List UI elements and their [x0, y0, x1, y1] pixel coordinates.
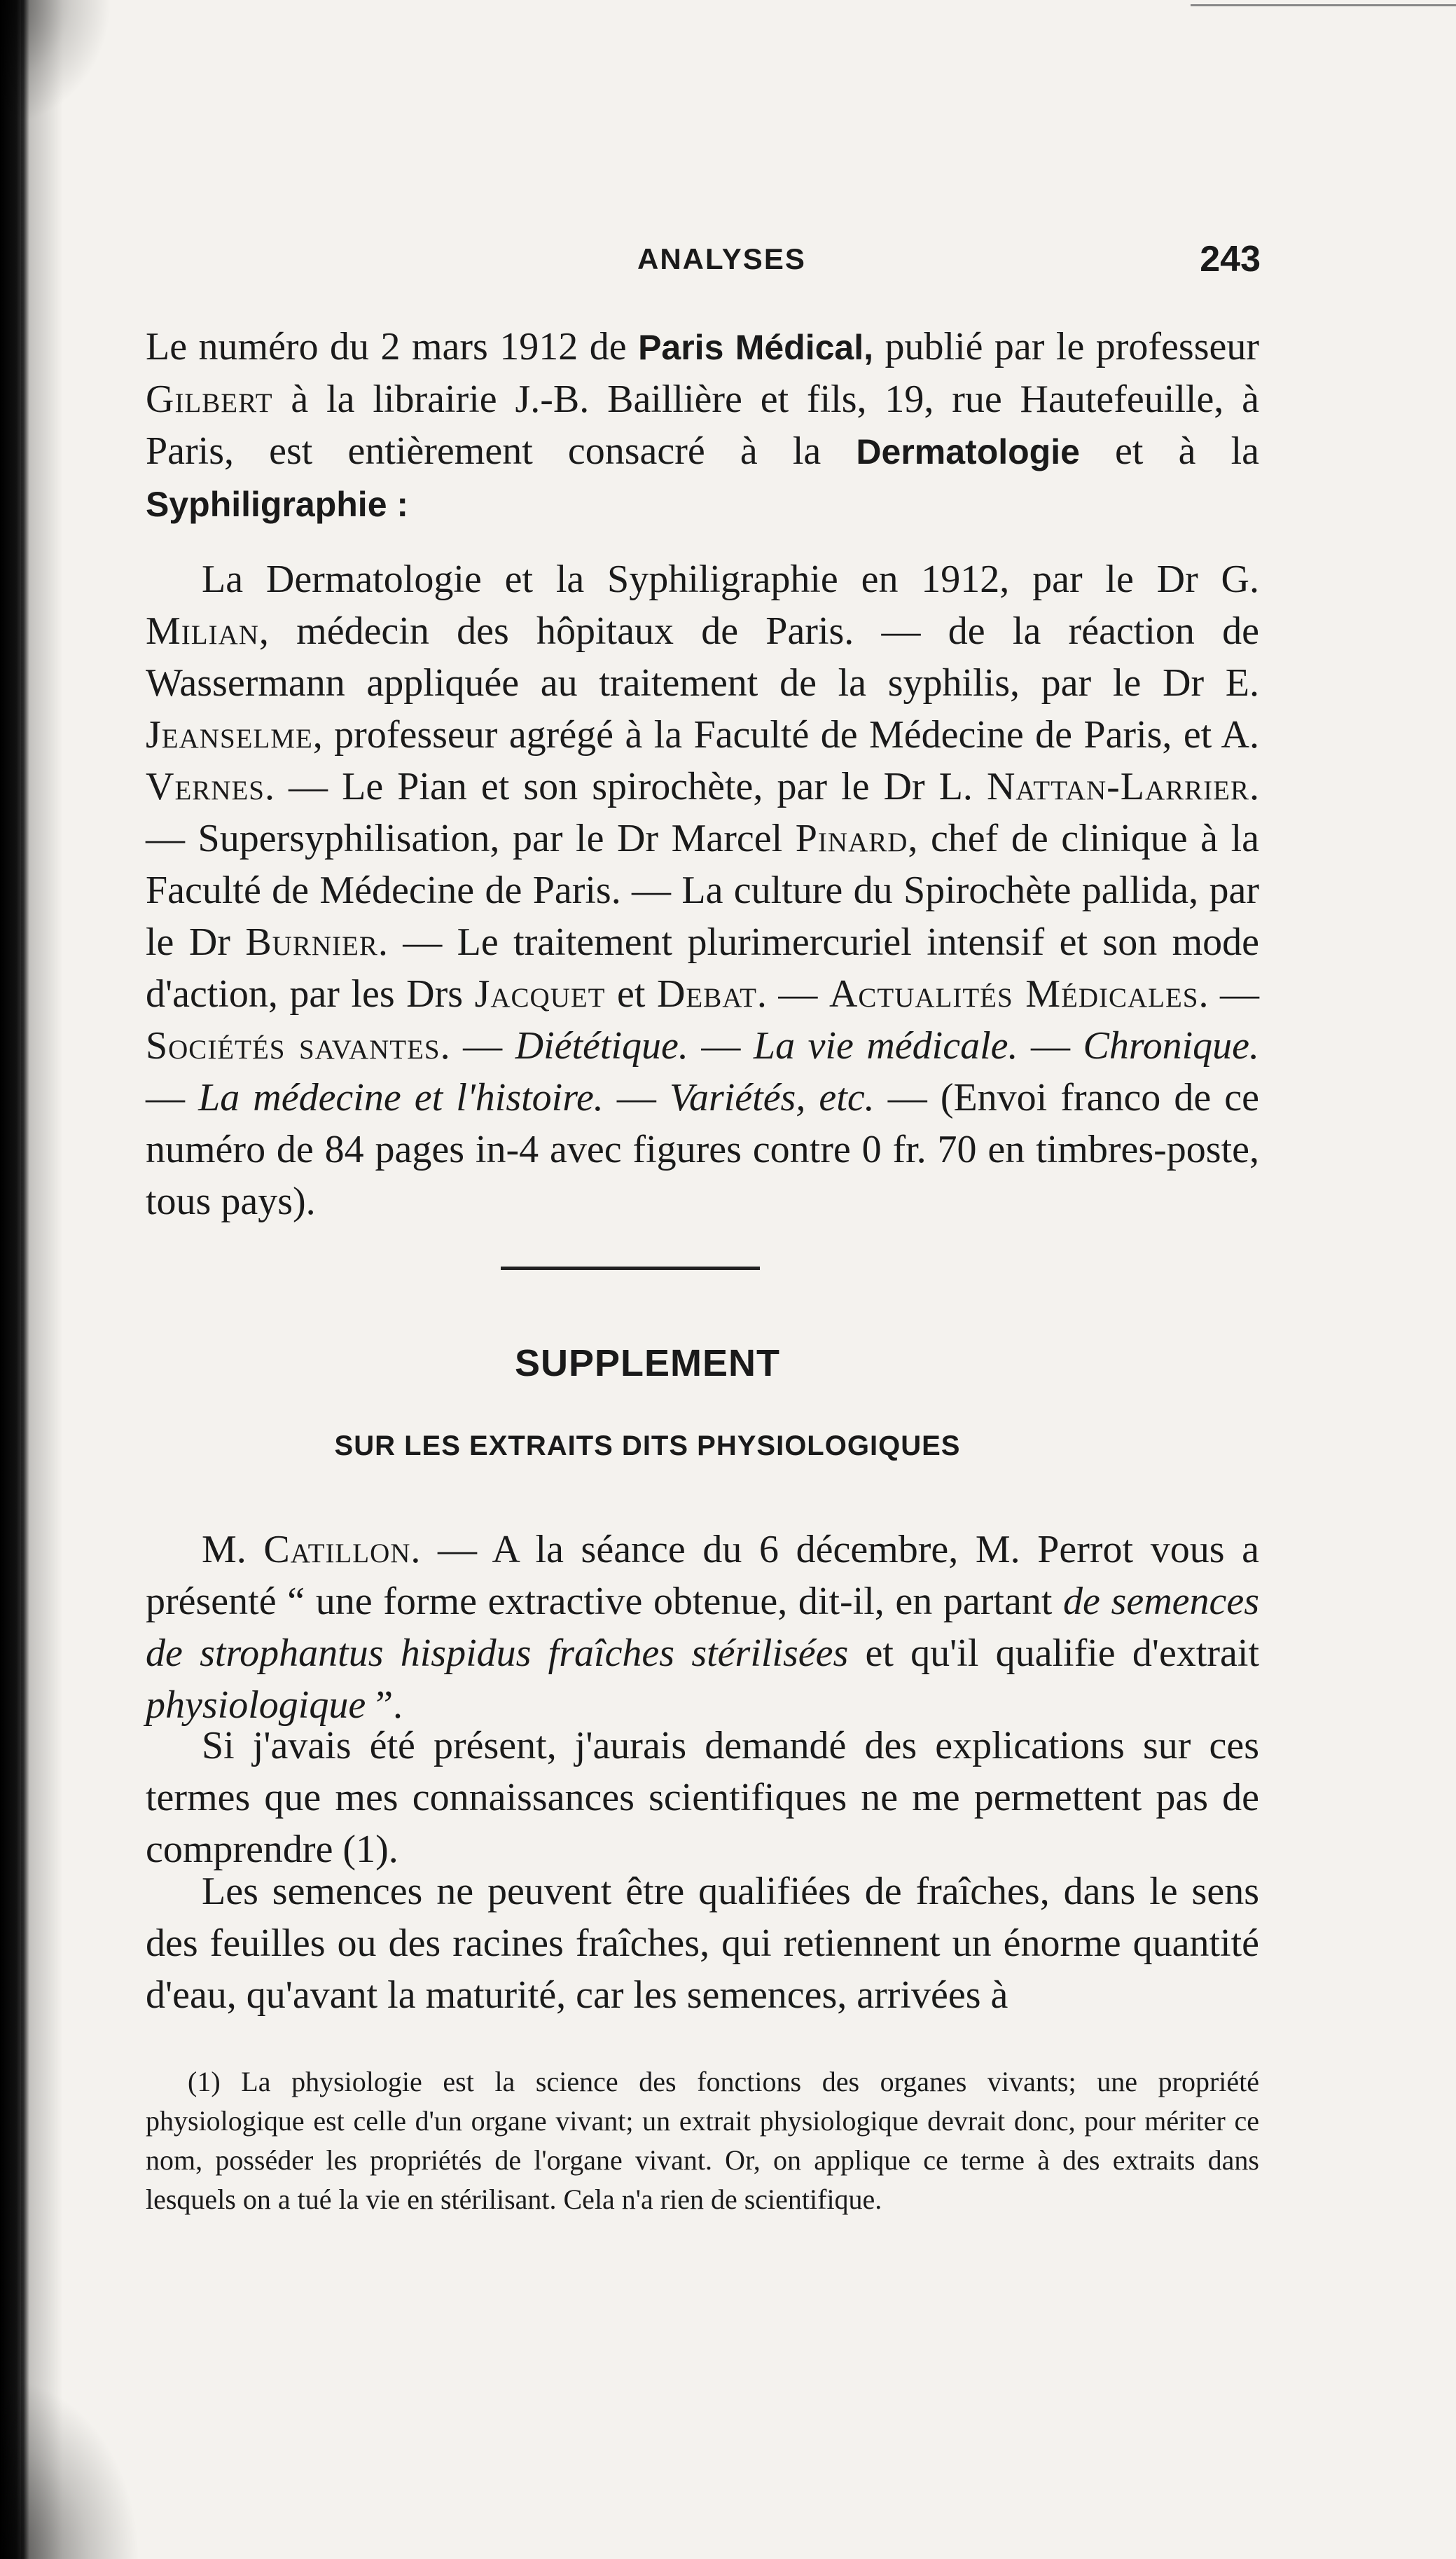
journal-name: Paris Médical,: [638, 328, 874, 367]
page-number: 243: [1200, 239, 1261, 280]
paragraph-explications: Si j'avais été présent, j'aurais demandé des explications sur ces termes que mes connaissances scientifiques ne me permettent pas de comprendre (1).: [146, 1724, 1259, 1871]
section-title: SUPPLEMENT: [514, 1342, 781, 1384]
footnote: (1) La physiologie est la science des fonctions des organes vivants; une propriété physiologique est celle d'un organe vivant; un extrait physiologique devrait donc, pour mériter ce nom, posséder les propriétés de l'organe vivant. Or, on applique ce terme à des extraits dans lesquels on a tué la vie en stérilisant. Cela n'a rien de scientifique.: [146, 2066, 1259, 2215]
paragraph-paris-medical: Le numéro du 2 mars 1912 de Paris Médical, publié par le professeur Gilbert à la librairie J.-B. Baillière et fils, 19, rue Hautefeuille, à Paris, est entièrement consacré à la Dermatologie et à la Syphiligraphie :: [146, 325, 1260, 524]
paragraph-catillon: M. Catillon. — A la séance du 6 décembre, M. Perrot vous a présenté “ une forme extractive obtenue, dit-il, en partant de semences de strophantus hispidus fraîches stérilisées et qu'il qualifie d'extrait physiologique ”.: [146, 1528, 1259, 1727]
paragraph-semences: Les semences ne peuvent être qualifiées de fraîches, dans le sens des feuilles ou des racines fraîches, qui retiennent un énorme quantité d'eau, qu'avant la maturité, car les semences, arrivées à: [146, 1870, 1259, 2017]
section-subtitle: SUR LES EXTRAITS DITS PHYSIOLOGIQUES: [334, 1430, 961, 1461]
scan-shadow-top: [0, 0, 112, 126]
section-divider: [501, 1267, 760, 1270]
author-name: Gilbert: [146, 378, 273, 421]
running-title: ANALYSES: [637, 242, 806, 275]
scan-shadow-bottom: [0, 2377, 140, 2559]
binding-shadow: [21, 0, 63, 2559]
page-header: [280, 238, 1261, 280]
paragraph-contents: La Dermatologie et la Syphiligraphie en 1912, par le Dr G. Milian, médecin des hôpitaux de Paris. — de la réaction de Wassermann appliquée au traitement de la syphilis, par le Dr E. Jeanselme, professeur agrégé à la Faculté de Médecine de Paris, et A. Vernes. — Le Pian et son spirochète, par le Dr L. Nattan-Larrier. — Supersyphilisation, par le Dr Marcel Pinard, chef de clinique à la Faculté de Médecine de Paris. — La culture du Spirochète pallida, par le Dr Burnier. — Le traitement plurimercuriel intensif et son mode d'action, par les Drs Jacquet et Debat. — Actualités Médicales. — Sociétés savantes. — Diététique. — La vie médicale. — Chronique. — La médecine et l'histoire. — Variétés, etc. — (Envoi franco de ce numéro de 84 pages in-4 avec figures contre 0 fr. 70 en timbres-poste, tous pays).: [146, 558, 1260, 1223]
scan-edge-line: [1191, 4, 1456, 6]
